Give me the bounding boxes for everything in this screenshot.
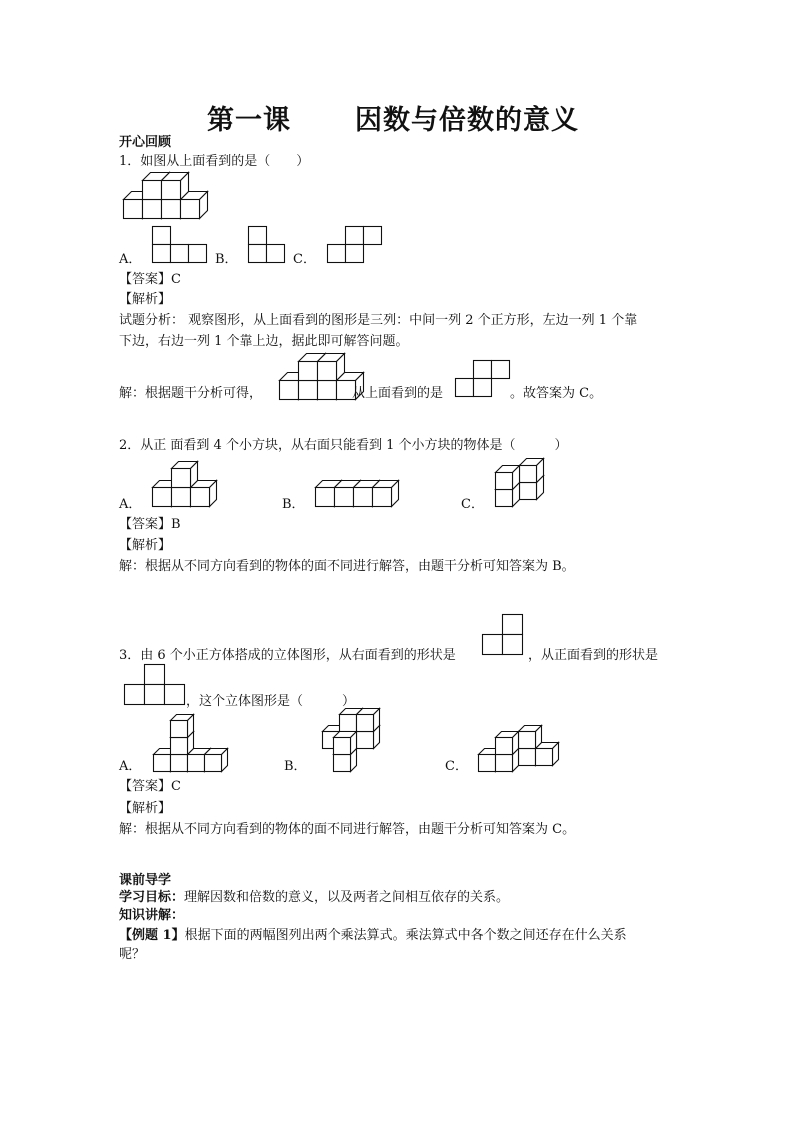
q2-option-b-label: B． [282,497,305,512]
lesson-number: 第一课 [207,105,291,136]
unit-cube [496,732,519,755]
section-heading-guide: 课前导学 [119,873,172,888]
square-cell [249,227,267,245]
q1-answer: 【答案】C [119,272,181,287]
q2-option-c-label: C． [461,497,484,512]
question-2-stem: 2．从正 面看到 4 个小方块，从右面只能看到 1 个小方块的物体是（ ） [119,438,568,453]
q3-analysis-label: 【解析】 [119,801,172,816]
q1-option-a-figure [152,226,212,266]
knowledge-label: 知识讲解： [119,908,185,923]
q2-option-b-figure [315,479,405,507]
square-cell [189,245,207,263]
q1-solution-suffix: 。故答案为 C。 [510,386,603,401]
example-1-label: 【例题 1】 [119,928,185,943]
q3-option-a-label: A． [119,759,142,774]
question-3-stem-part-3: ，这个立体图形是（ ） [186,694,356,709]
question-3-stem-part-2: ，从正面看到的形状是 [528,648,659,663]
q1-analysis-line-1: 试题分析： 观察图形，从上面看到的图形是三列：中间一列 2 个正方形，左边一列 1 个靠 [119,313,638,328]
q2-option-a-figure [152,463,222,507]
square-cell [153,245,171,263]
q3-option-c-label: C． [445,759,468,774]
q3-answer: 【答案】C [119,779,181,794]
square-cell [328,245,346,263]
q1-figure-cubes [123,175,203,219]
unit-cube [191,481,217,507]
q2-answer: 【答案】B [119,517,181,532]
square-cell [483,635,503,655]
square-cell [346,245,364,263]
unit-cube [520,459,544,483]
square-cell [145,665,165,685]
q2-option-c-figure [495,461,555,507]
example-1 [119,927,627,945]
square-cell [153,227,171,245]
square-cell [492,361,510,379]
square-cell [503,615,523,635]
q1-solution-figure-cubes [279,356,359,400]
unit-cube [334,732,357,755]
question-1-stem: 1．如图从上面看到的是（ ） [119,154,310,169]
q3-front-view-figure [124,664,188,708]
example-1-text-continued: 呢？ [119,947,146,962]
unit-cube [519,726,542,749]
question-3-stem-part-1: 3．由 6 个小正方体搭成的立体图形，从右面看到的形状是 [119,648,456,663]
q1-option-b-figure [248,226,288,266]
example-1-text: 根据下面的两幅图列出两个乘法算式。乘法算式中各个数之间还存在什么关系 [184,928,627,943]
q3-right-view-figure [482,614,526,658]
page-title: 因数与倍数的意义 [355,105,579,136]
q3-option-a-figure [153,716,228,772]
learning-goal [119,889,509,907]
square-cell [364,227,382,245]
q2-solution: 解：根据从不同方向看到的物体的面不同进行解答，由题干分析可知答案为 B。 [119,559,575,574]
unit-cube [373,481,399,507]
unit-cube [205,749,228,772]
q3-option-b-figure [316,716,386,772]
q1-solution-prefix: 解：根据题干分析可得， [119,386,263,401]
square-cell [474,361,492,379]
square-cell [346,227,364,245]
unit-cube [171,715,194,738]
section-heading-review: 开心回顾 [119,135,172,150]
unit-cube [318,354,345,381]
q1-analysis-label: 【解析】 [119,292,172,307]
q1-solution-middle: 从上面看到的是 [352,386,444,401]
unit-cube [357,709,380,732]
square-cell [145,685,165,705]
q3-solution: 解：根据从不同方向看到的物体的面不同进行解答，由题干分析可知答案为 C。 [119,822,576,837]
q1-option-c-label: C． [293,252,316,267]
q1-option-a-label: A． [119,252,142,267]
q2-option-a-label: A． [119,497,142,512]
square-cell [171,245,189,263]
learning-goal-label: 学习目标： [119,890,185,905]
learning-goal-text: 理解因数和倍数的意义，以及两者之间相互依存的关系。 [184,890,510,905]
q2-analysis-label: 【解析】 [119,538,172,553]
q1-option-c-figure [327,226,387,266]
square-cell [474,379,492,397]
square-cell [456,379,474,397]
q1-solution-top-view [455,360,515,400]
square-cell [249,245,267,263]
q3-option-c-figure [478,716,553,772]
square-cell [503,635,523,655]
unit-cube [172,462,198,488]
square-cell [165,685,185,705]
q3-option-b-label: B． [284,759,307,774]
unit-cube [536,743,559,766]
square-cell [267,245,285,263]
square-cell [125,685,145,705]
q1-option-b-label: B． [215,252,238,267]
unit-cube [496,466,520,490]
q1-analysis-line-2: 下边，右边一列 1 个靠上边，据此即可解答问题。 [119,334,409,349]
unit-cube [162,173,189,200]
